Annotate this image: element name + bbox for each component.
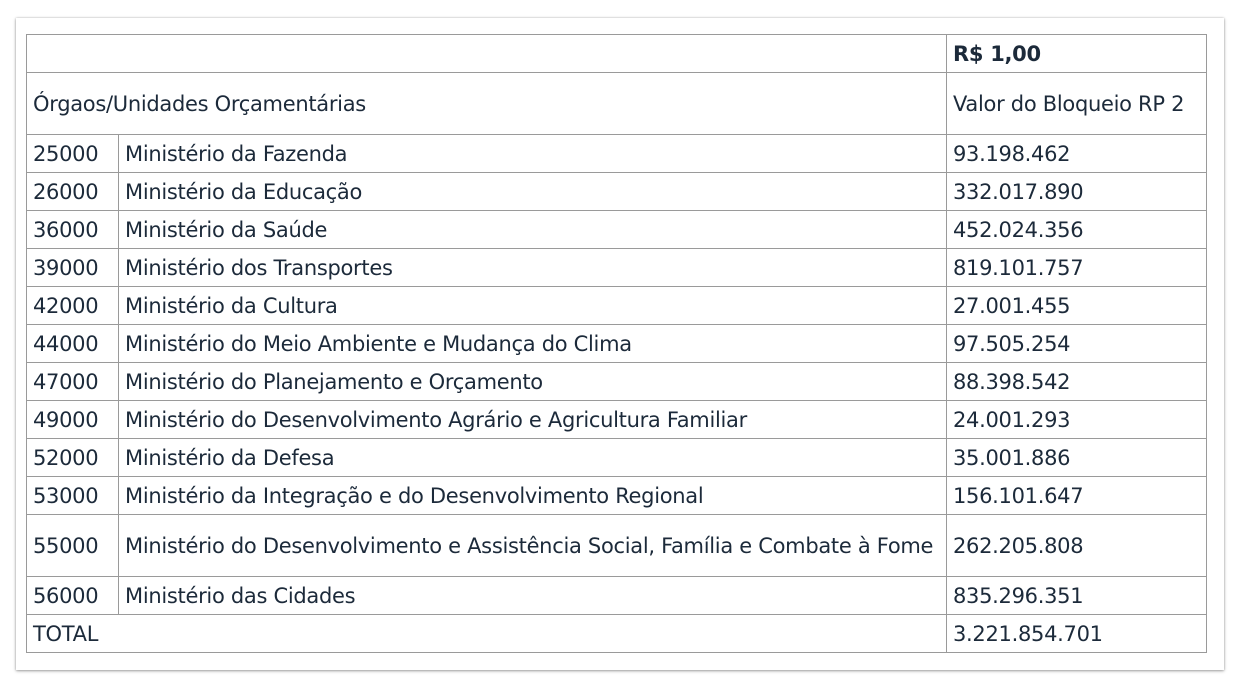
block-value: 262.205.808: [947, 515, 1207, 577]
currency-label: R$ 1,00: [947, 35, 1207, 73]
block-value: 156.101.647: [947, 477, 1207, 515]
table-row: [27, 577, 1207, 615]
table-row: [27, 325, 1207, 363]
table-row: [27, 515, 1207, 577]
org-name: Ministério dos Transportes: [119, 249, 947, 287]
table-row: [27, 249, 1207, 287]
org-name: Ministério da Cultura: [119, 287, 947, 325]
block-value: 27.001.455: [947, 287, 1207, 325]
org-name: Ministério do Meio Ambiente e Mudança do Clima: [119, 325, 947, 363]
org-code: 53000: [27, 477, 119, 515]
org-code: 52000: [27, 439, 119, 477]
org-code: 26000: [27, 173, 119, 211]
org-name: Ministério do Desenvolvimento Agrário e Agricultura Familiar: [119, 401, 947, 439]
table-row: [27, 135, 1207, 173]
org-code: 42000: [27, 287, 119, 325]
table-row: [27, 477, 1207, 515]
org-name: Ministério do Desenvolvimento e Assistência Social, Família e Combate à Fome: [119, 515, 947, 577]
org-code: 39000: [27, 249, 119, 287]
table-row: [27, 287, 1207, 325]
block-value: 88.398.542: [947, 363, 1207, 401]
currency-header-row: [27, 35, 1207, 73]
org-code: 25000: [27, 135, 119, 173]
org-code: 44000: [27, 325, 119, 363]
org-code: 36000: [27, 211, 119, 249]
block-value: 819.101.757: [947, 249, 1207, 287]
table-row: [27, 363, 1207, 401]
value-column-header: Valor do Bloqueio RP 2: [947, 73, 1207, 135]
table-card: [16, 18, 1224, 670]
org-code: 55000: [27, 515, 119, 577]
org-name: Ministério da Fazenda: [119, 135, 947, 173]
org-code: 56000: [27, 577, 119, 615]
block-value: 452.024.356: [947, 211, 1207, 249]
org-name: Ministério da Saúde: [119, 211, 947, 249]
total-label: TOTAL: [27, 615, 947, 653]
org-name: Ministério da Educação: [119, 173, 947, 211]
block-value: 93.198.462: [947, 135, 1207, 173]
budget-block-table: [26, 34, 1207, 653]
table-row: [27, 211, 1207, 249]
block-value: 97.505.254: [947, 325, 1207, 363]
block-value: 35.001.886: [947, 439, 1207, 477]
block-value: 24.001.293: [947, 401, 1207, 439]
table-row: [27, 401, 1207, 439]
org-column-header: Órgaos/Unidades Orçamentárias: [27, 73, 947, 135]
org-name: Ministério da Defesa: [119, 439, 947, 477]
org-name: Ministério das Cidades: [119, 577, 947, 615]
org-code: 47000: [27, 363, 119, 401]
org-name: Ministério do Planejamento e Orçamento: [119, 363, 947, 401]
table-row: [27, 173, 1207, 211]
org-name: Ministério da Integração e do Desenvolvimento Regional: [119, 477, 947, 515]
total-value: 3.221.854.701: [947, 615, 1207, 653]
org-code: 49000: [27, 401, 119, 439]
table-row: [27, 439, 1207, 477]
empty-header-cell: [27, 35, 947, 73]
block-value: 835.296.351: [947, 577, 1207, 615]
column-header-row: [27, 73, 1207, 135]
block-value: 332.017.890: [947, 173, 1207, 211]
total-row: [27, 615, 1207, 653]
